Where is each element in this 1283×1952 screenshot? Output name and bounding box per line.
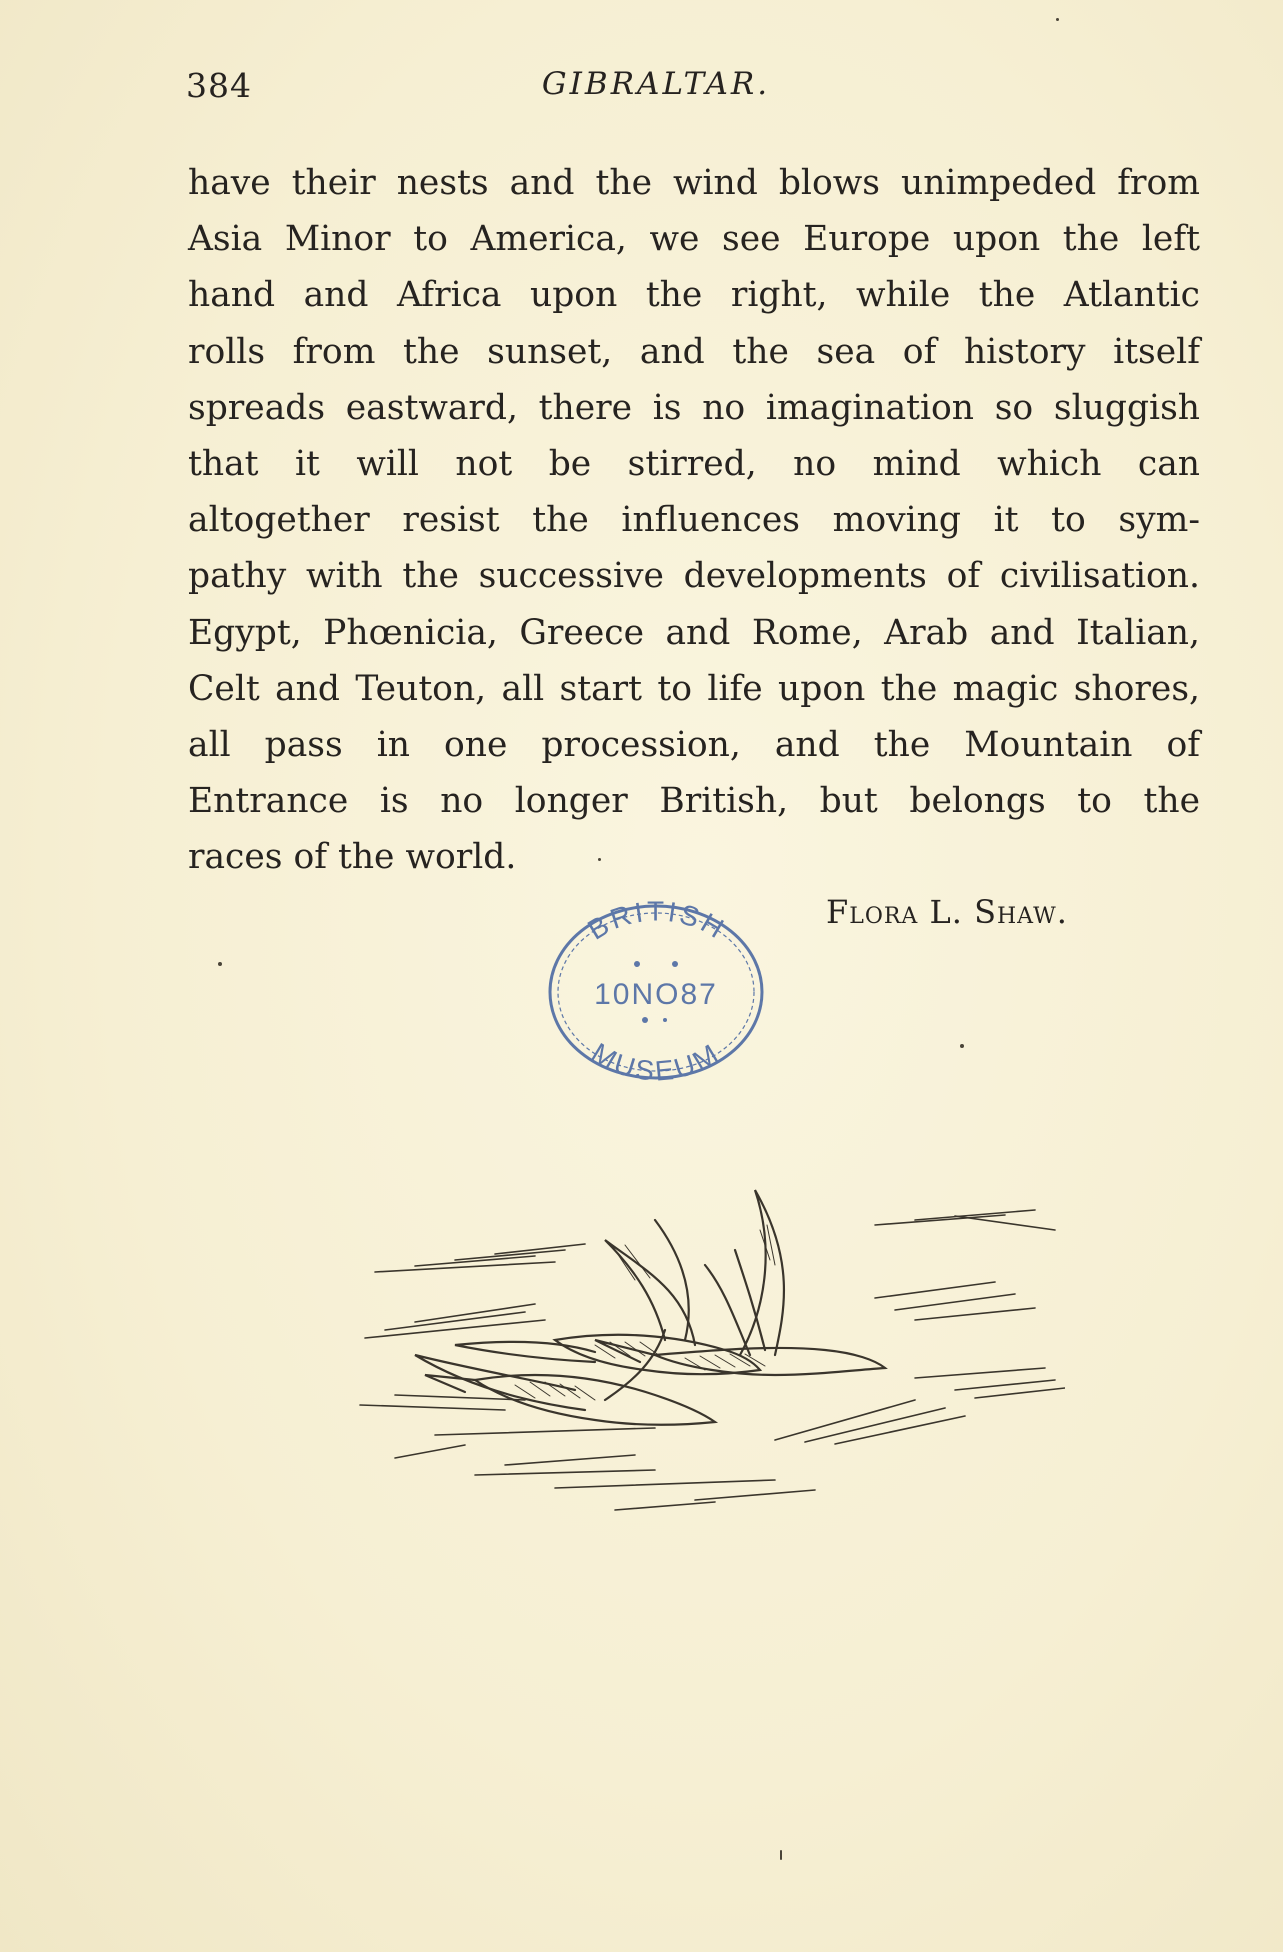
- stamp-dot: [634, 961, 640, 967]
- wind-lines: [360, 1210, 1065, 1510]
- author-signature: Flora L. Shaw.: [826, 893, 1068, 931]
- text-line: hand and Africa upon the right, while the Atlantic: [188, 275, 1200, 316]
- text-line: that it will not be stirred, no mind which can: [188, 444, 1200, 485]
- text-line: rolls from the sunset, and the sea of history itself: [188, 331, 1200, 372]
- stamp-dot: [672, 961, 678, 967]
- text-line: Celt and Teuton, all start to life upon the magic shores,: [188, 668, 1200, 709]
- text-line: Entrance is no longer British, but belongs to the: [188, 781, 1200, 822]
- swallows-vignette: [355, 1170, 1065, 1540]
- body-paragraph: [188, 155, 1200, 886]
- stamp-dot: [663, 1018, 667, 1022]
- text-line: Egypt, Phœnicia, Greece and Rome, Arab and Italian,: [188, 612, 1200, 653]
- text-line: spreads eastward, there is no imagination so sluggish: [188, 387, 1200, 428]
- text-line: have their nests and the wind blows unimpeded from: [188, 163, 1200, 203]
- text-line: all pass in one procession, and the Mountain of: [188, 725, 1200, 766]
- text-line: races of the world.: [188, 837, 517, 878]
- text-line: altogether resist the influences moving it to sym-: [188, 500, 1200, 541]
- stamp-bottom-text: MUSEUM: [586, 1036, 726, 1087]
- text-line: Asia Minor to America, we see Europe upon the left: [188, 219, 1200, 260]
- stamp-dot: [642, 1017, 648, 1023]
- running-head: GIBRALTAR.: [541, 66, 771, 102]
- stamp-date: 10NO87: [594, 978, 718, 1011]
- library-stamp: [537, 892, 775, 1090]
- page-header: [186, 66, 1196, 116]
- swallow-upper: [595, 1190, 885, 1375]
- text-line: pathy with the successive developments of civilisation.: [188, 556, 1200, 597]
- stamp-top-text: BRITISH: [582, 895, 732, 946]
- page-number: 384: [186, 66, 252, 105]
